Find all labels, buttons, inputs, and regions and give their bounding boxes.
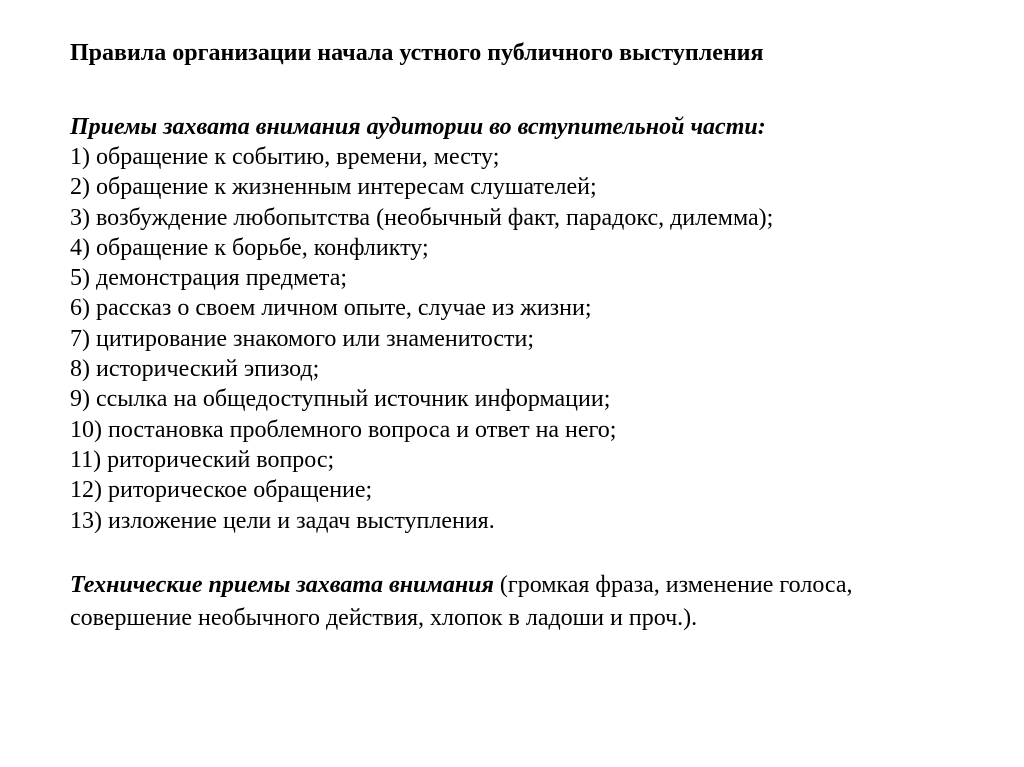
- technical-techniques-text: (громкая фраза, изменение голоса, совершение необычного действия, хлопок в ладоши и проч.).: [70, 571, 853, 631]
- list-item: 7) цитирование знакомого или знаменитости;: [70, 325, 535, 352]
- attention-techniques-list: [70, 142, 970, 536]
- list-item: 13) изложение цели и задач выступления.: [70, 507, 495, 534]
- list-item: 8) исторический эпизод;: [70, 356, 320, 383]
- section-spacer: [70, 536, 970, 569]
- list-item: 5) демонстрация предмета;: [70, 265, 348, 292]
- list-item: 9) ссылка на общедоступный источник информации;: [70, 386, 611, 413]
- list-item: 11) риторический вопрос;: [70, 446, 335, 473]
- list-item: 4) обращение к борьбе, конфликту;: [70, 234, 429, 261]
- list-item: 3) возбуждение любопытства (необычный факт, парадокс, дилемма);: [70, 204, 774, 231]
- list-item: 10) постановка проблемного вопроса и ответ на него;: [70, 416, 617, 443]
- slide-content: [70, 38, 970, 635]
- attention-techniques-heading: Приемы захвата внимания аудитории во вступительной части:: [70, 114, 766, 140]
- list-item: 6) рассказ о своем личном опыте, случае из жизни;: [70, 295, 592, 322]
- technical-techniques-paragraph: [70, 569, 970, 635]
- list-item: 12) риторическое обращение;: [70, 477, 373, 504]
- page-title: Правила организации начала устного публичного выступления: [70, 40, 764, 66]
- list-item: 1) обращение к событию, времени, месту;: [70, 144, 500, 170]
- list-item: 2) обращение к жизненным интересам слушателей;: [70, 174, 597, 201]
- technical-techniques-heading: Технические приемы захвата внимания: [70, 571, 494, 598]
